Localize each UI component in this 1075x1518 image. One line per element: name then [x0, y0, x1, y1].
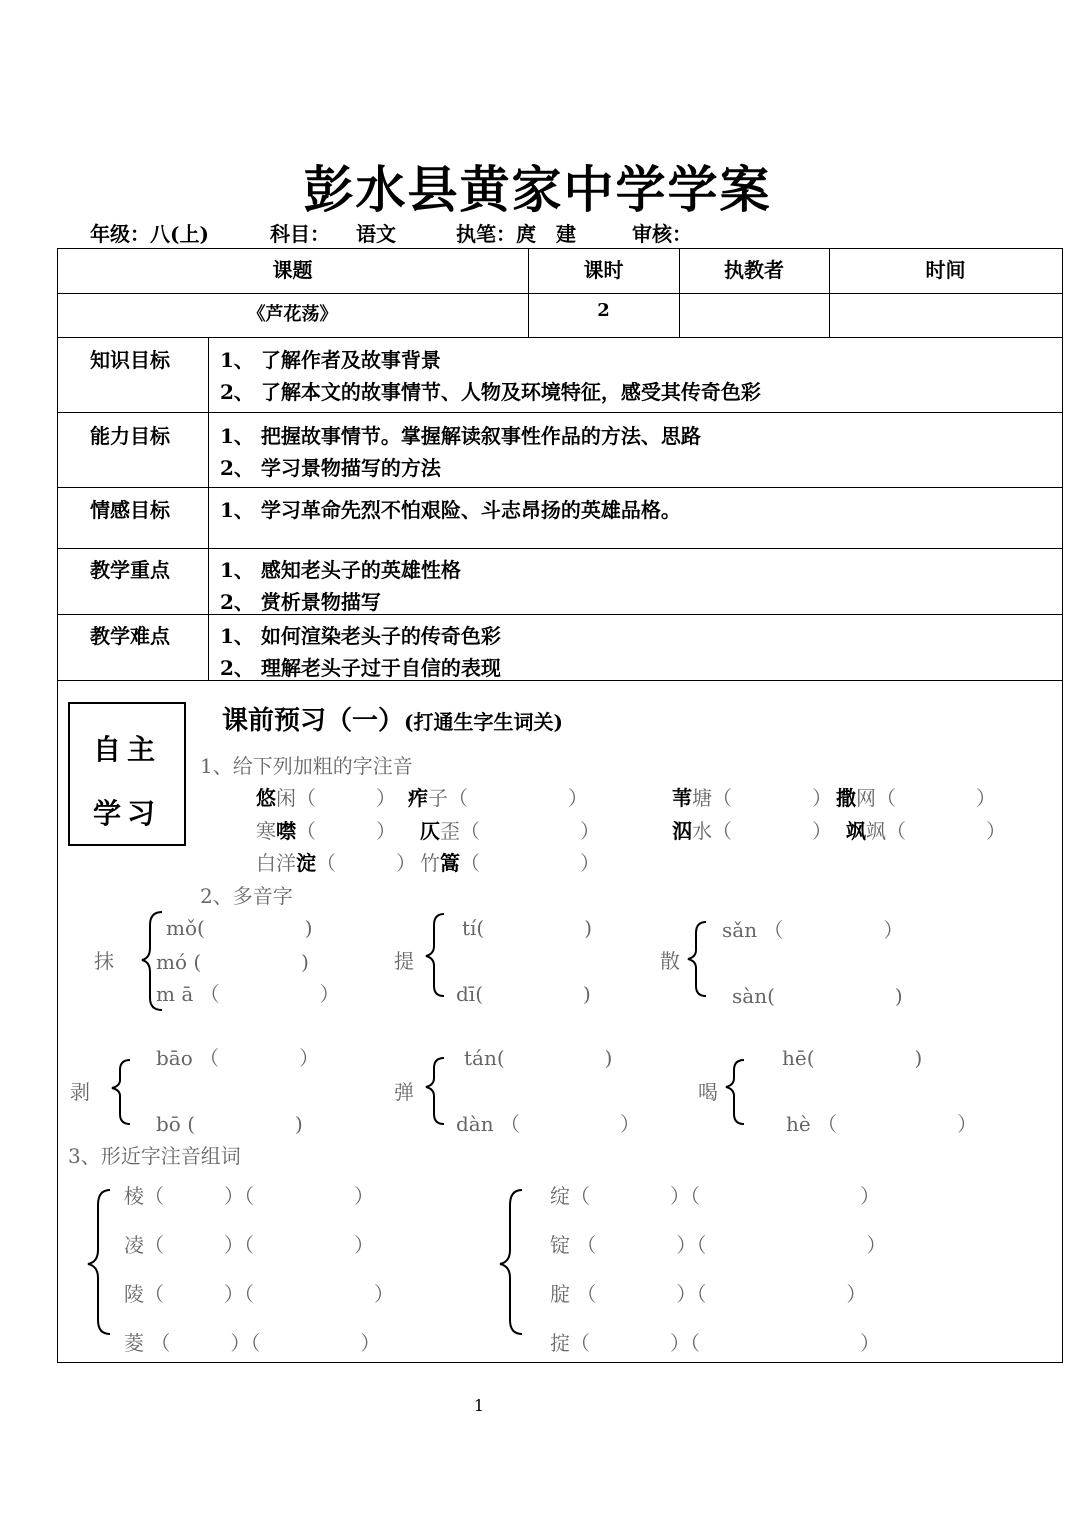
goal-item: 2、 赏析景物描写: [220, 590, 381, 614]
polyphone-reading: tí( ): [462, 916, 593, 940]
goal-label-difficulties: 教学难点: [90, 624, 170, 648]
q1-item: 撒网（ ）: [836, 786, 996, 810]
q1-item: 泅水（ ）: [672, 819, 832, 843]
q2-title: 2、多音字: [200, 884, 293, 908]
grade-label: 年级：八(上): [90, 222, 209, 246]
header-teacher: 执教者: [724, 258, 784, 282]
reviewer-label: 审核：: [632, 222, 692, 246]
goal-label-key-points: 教学重点: [90, 558, 170, 582]
author-label: 执笔：庹 建: [456, 222, 576, 246]
goal-item: 1、 感知老头子的英雄性格: [220, 558, 461, 582]
polyphone-char: 提: [394, 949, 414, 973]
hours-value: 2: [597, 300, 610, 321]
section-title: 课前预习（一）: [222, 706, 405, 736]
goal-item: 2、 理解老头子过于自信的表现: [220, 656, 501, 680]
polyphone-reading: bō ( ): [156, 1112, 303, 1136]
q1-item: 仄歪（ ）: [420, 819, 600, 843]
goal-item: 2、 学习景物描写的方法: [220, 456, 441, 480]
topic-value: 《芦花荡》: [247, 304, 338, 325]
polyphone-reading: bāo （ ）: [156, 1046, 320, 1070]
subject-label: 科目：: [270, 222, 330, 246]
goal-label-knowledge: 知识目标: [90, 348, 170, 372]
polyphone-reading: hè （ ）: [786, 1112, 978, 1136]
goal-label-ability: 能力目标: [90, 424, 170, 448]
goal-item: 1、 了解作者及故事背景: [220, 348, 441, 372]
polyphone-reading: mǒ( ): [166, 916, 313, 940]
polyphone-char: 散: [660, 949, 680, 973]
header-time: 时间: [925, 258, 966, 282]
goal-item: 2、 了解本文的故事情节、人物及环境特征，感受其传奇色彩: [220, 380, 761, 404]
page-title: 彭水县黄家中学学案: [303, 160, 772, 219]
q1-item: 白洋淀（ ）: [256, 851, 416, 875]
polyphone-char: 喝: [698, 1080, 718, 1104]
q1-item: 痄子（ ）: [408, 786, 588, 810]
q1-title: 1、给下列加粗的字注音: [200, 754, 413, 778]
self-study-line2: 学习: [92, 797, 161, 830]
similar-char-item: 锭 （ ）（ ）: [550, 1233, 887, 1257]
subject-value: 语文: [356, 222, 396, 246]
polyphone-reading: m ā （ ）: [156, 982, 340, 1006]
header-hours: 课时: [583, 258, 624, 282]
similar-char-item: 陵（ ）（ ）: [124, 1282, 394, 1306]
goal-item: 1、 学习革命先烈不怕艰险、斗志昂扬的英雄品格。: [220, 498, 681, 522]
polyphone-reading: dī( ): [456, 982, 591, 1006]
polyphone-char: 抹: [94, 949, 114, 973]
similar-char-item: 掟（ ）（ ）: [550, 1331, 880, 1355]
q1-item: 悠闲（ ）: [256, 786, 396, 810]
section-subtitle: (打通生字生词关): [404, 710, 563, 734]
self-study-line1: 自主: [92, 733, 161, 766]
similar-char-item: 菱 （ ）（ ）: [124, 1331, 381, 1355]
polyphone-reading: hē( ): [782, 1046, 923, 1070]
polyphone-reading: mó ( ): [156, 950, 309, 974]
q1-item: 苇塘（ ）: [672, 786, 832, 810]
q3-title: 3、形近字注音组词: [68, 1144, 241, 1168]
polyphone-reading: sàn( ): [732, 984, 903, 1008]
goal-item: 1、 把握故事情节。掌握解读叙事性作品的方法、思路: [220, 424, 701, 448]
goal-label-emotion: 情感目标: [90, 498, 170, 522]
polyphone-char: 弹: [394, 1080, 414, 1104]
page-number: 1: [473, 1396, 485, 1415]
q1-item: 飒飒（ ）: [846, 819, 1006, 843]
similar-char-item: 绽（ ）（ ）: [550, 1184, 880, 1208]
polyphone-char: 剥: [70, 1080, 90, 1104]
polyphone-reading: tán( ): [464, 1046, 613, 1070]
q1-item: 寒噤（ ）: [256, 819, 396, 843]
polyphone-reading: dàn （ ）: [456, 1112, 640, 1136]
header-topic: 课题: [272, 258, 313, 282]
q1-item: 竹篙（ ）: [420, 851, 600, 875]
similar-char-item: 棱（ ）（ ）: [124, 1184, 374, 1208]
similar-char-item: 腚 （ ）（ ）: [550, 1282, 867, 1306]
goal-item: 1、 如何渲染老头子的传奇色彩: [220, 624, 501, 648]
polyphone-reading: sǎn （ ）: [722, 918, 904, 942]
similar-char-item: 凌（ ）（ ）: [124, 1233, 374, 1257]
